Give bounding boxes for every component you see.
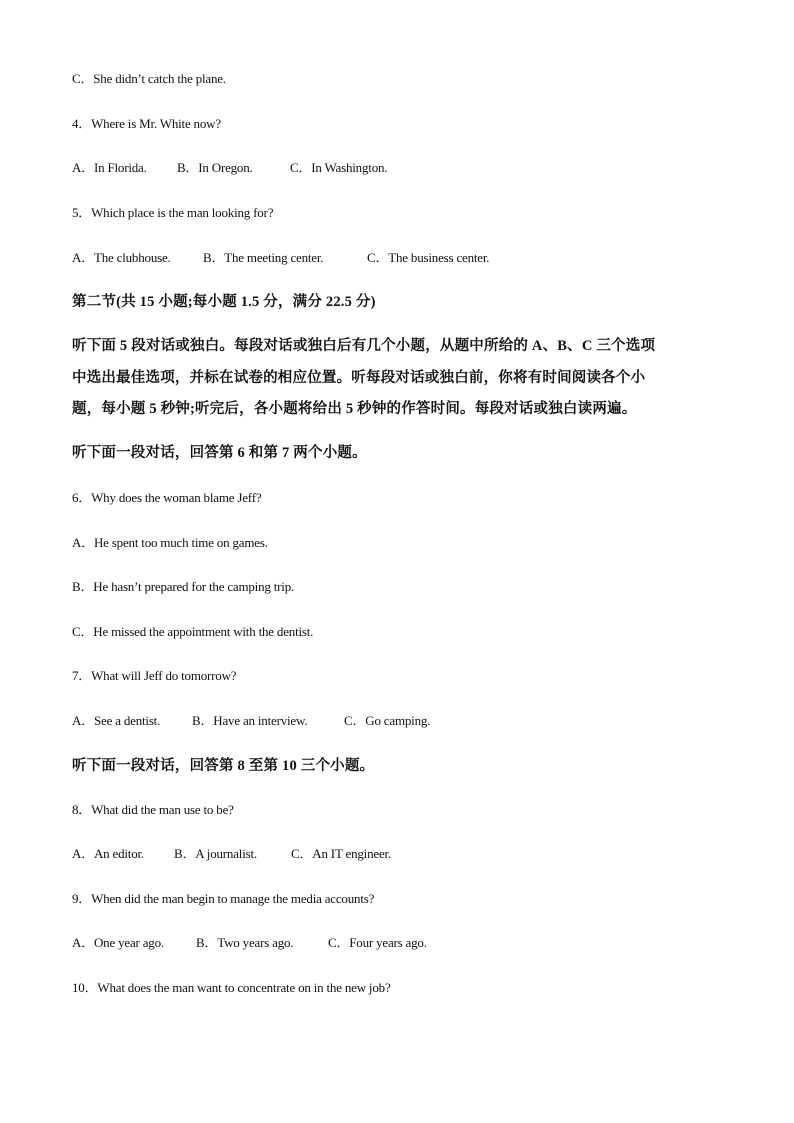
question-5: 5．Which place is the man looking for?: [72, 205, 274, 220]
option-b: B．Two years ago.: [196, 935, 294, 950]
option-a: A．See a dentist.: [72, 713, 161, 728]
option-b: B．A journalist.: [174, 846, 257, 861]
option-c: C．The business center.: [367, 250, 490, 265]
question-9-options: [72, 932, 427, 951]
question-9: 9．When did the man begin to manage the media accounts?: [72, 891, 375, 906]
option-a: A．One year ago.: [72, 935, 164, 950]
section-2-title: 第二节(共 15 小题;每小题 1.5 分，满分 22.5 分): [72, 294, 376, 310]
question-6-option-a: A．He spent too much time on games.: [72, 535, 268, 550]
question-10: 10．What does the man want to concentrate on in the new job?: [72, 980, 391, 995]
dialog-heading-8-10: 听下面一段对话，回答第 8 至第 10 三个小题。: [72, 758, 375, 774]
option-b: B．The meeting center.: [203, 250, 324, 265]
question-7-options: [72, 710, 430, 729]
option-c: C．In Washington.: [290, 160, 388, 175]
section-2-instruction-line-3: 题，每小题 5 秒钟;听完后，各小题将给出 5 秒钟的作答时间。每段对话或独白读两遍。: [72, 401, 637, 417]
option-a: A．In Florida.: [72, 160, 147, 175]
question-6: 6．Why does the woman blame Jeff?: [72, 490, 262, 505]
question-8: 8．What did the man use to be?: [72, 802, 234, 817]
question-4: 4．Where is Mr. White now?: [72, 116, 221, 131]
question-5-options: [72, 247, 489, 266]
dialog-heading-6-7: 听下面一段对话，回答第 6 和第 7 两个小题。: [72, 445, 367, 461]
section-2-instruction-line-1: 听下面 5 段对话或独白。每段对话或独白后有几个小题，从题中所给的 A、B、C 三个选项: [72, 338, 656, 354]
option-a: A．The clubhouse.: [72, 250, 171, 265]
option-b: B．Have an interview.: [192, 713, 308, 728]
option-c: C．Four years ago.: [328, 935, 427, 950]
question-7: 7．What will Jeff do tomorrow?: [72, 668, 237, 683]
question-4-options: [72, 157, 387, 176]
section-2-instruction-line-2: 中选出最佳选项，并标在试卷的相应位置。听每段对话或独白前，你将有时间阅读各个小: [72, 370, 646, 386]
option-c: C．An IT engineer.: [291, 846, 391, 861]
option-a: A．An editor.: [72, 846, 144, 861]
question-3-option-c: C．She didn’t catch the plane.: [72, 71, 226, 86]
question-6-option-b: B．He hasn’t prepared for the camping trip.: [72, 579, 295, 594]
option-b: B．In Oregon.: [177, 160, 253, 175]
question-8-options: [72, 843, 391, 862]
question-6-option-c: C．He missed the appointment with the dentist.: [72, 624, 314, 639]
option-c: C．Go camping.: [344, 713, 431, 728]
